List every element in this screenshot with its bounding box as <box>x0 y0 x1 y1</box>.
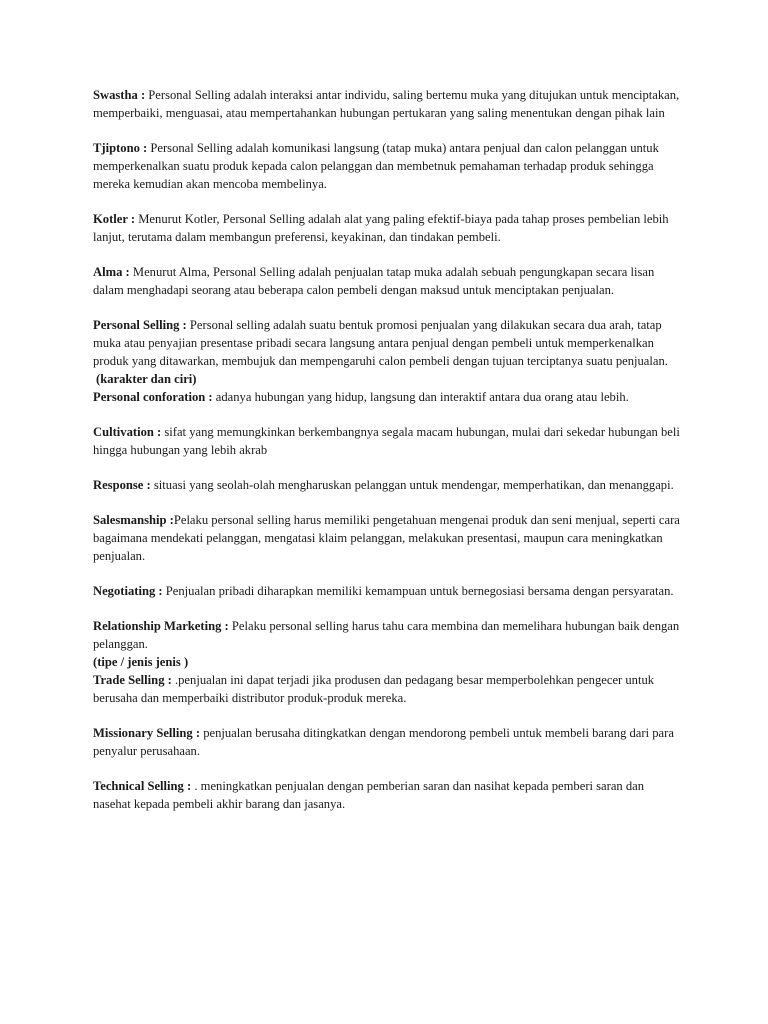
definition-text: . meningkatkan penjualan dengan pemberian saran dan nasihat kepada pemberi saran dan nasehat kepada pembeli akhir barang dan jasanya. <box>93 779 645 811</box>
definition-term: Salesmanship : <box>93 513 174 527</box>
definition-term: Response : <box>93 478 154 492</box>
definition-paragraph <box>93 582 683 600</box>
definition-paragraph <box>93 263 683 299</box>
definition-text: sifat yang memungkinkan berkembangnya segala macam hubungan, mulai dari sekedar hubungan beli hingga hubungan yang lebih akrab <box>93 425 680 457</box>
definition-term: Kotler : <box>93 212 139 226</box>
definition-text: situasi yang seolah-olah mengharuskan pelanggan untuk mendengar, memperhatikan, dan menanggapi. <box>153 478 674 492</box>
definition-paragraph <box>93 210 683 246</box>
definition-term: Technical Selling : <box>93 779 195 793</box>
definition-text: adanya hubungan yang hidup, langsung dan interaktif antara dua orang atau lebih. <box>215 390 629 404</box>
definition-term: Swastha : <box>93 88 149 102</box>
definition-text: Personal Selling adalah interaksi antar individu, saling bertemu muka yang ditujukan untuk menciptakan, memperbaiki, menguasai, atau mempertahankan hubungan pertukaran yang saling menentukan dengan pihak lain <box>93 88 680 120</box>
definition-text: Menurut Kotler, Personal Selling adalah alat yang paling efektif-biaya pada tahap proses pembelian lebih lanjut, terutama dalam membangun preferensi, keyakinan, dan tindakan pembeli. <box>93 212 669 244</box>
definition-paragraph <box>93 476 683 494</box>
definition-term: Negotiating : <box>93 584 166 598</box>
definition-paragraph <box>93 423 683 459</box>
definition-paragraph <box>93 86 683 122</box>
definition-term: Personal Selling : <box>93 318 190 332</box>
definition-term: Tjiptono : <box>93 141 151 155</box>
definition-text: Pelaku personal selling harus memiliki pengetahuan mengenai produk dan seni menjual, seperti cara bagaimana mendekati pelanggan, mengatasi klaim pelanggan, melakukan presentasi, maupun cara meningkatkan penjualan. <box>93 513 680 563</box>
definition-text: Personal selling adalah suatu bentuk promosi penjualan yang dilakukan secara dua arah, tatap muka atau penyajian presentase pribadi secara langsung antara penjual dengan pembeli untuk memperkenalkan produk yang ditawarkan, membujuk dan mempengaruhi calon pembeli dengan tujuan terciptanya suatu penjualan. <box>93 318 668 368</box>
definition-term: Cultivation : <box>93 425 165 439</box>
definition-term: Personal conforation : <box>93 390 216 404</box>
definition-paragraph <box>93 139 683 193</box>
definition-term: Trade Selling : <box>93 673 175 687</box>
definition-paragraph <box>93 777 683 813</box>
section-heading: (tipe / jenis jenis ) <box>93 655 189 669</box>
definition-term: Relationship Marketing : <box>93 619 232 633</box>
definition-term: Alma : <box>93 265 133 279</box>
definition-text: .penjualan ini dapat terjadi jika produsen dan pedagang besar memperbolehkan pengecer untuk berusaha dan memperbaiki distributor produk-produk mereka. <box>93 673 655 705</box>
definition-paragraph <box>93 724 683 760</box>
definition-paragraph <box>93 316 683 370</box>
document-page <box>93 86 683 830</box>
definition-text: Menurut Alma, Personal Selling adalah penjualan tatap muka adalah sebuah pengungkapan secara lisan dalam menghadapi seorang atau beberapa calon pembeli dengan maksud untuk menciptakan penjualan. <box>93 265 655 297</box>
definition-term: Missionary Selling : <box>93 726 204 740</box>
definition-text: Personal Selling adalah komunikasi langsung (tatap muka) antara penjual dan calon pelanggan untuk memperkenalkan suatu produk kepada calon pelanggan dan membetnuk pemahaman terhadap produk sehingga mereka kemudian akan mencoba membelinya. <box>93 141 659 191</box>
definition-paragraph <box>93 617 683 653</box>
definition-paragraph <box>93 511 683 565</box>
definition-text: Penjualan pribadi diharapkan memiliki kemampuan untuk bernegosiasi bersama dengan persyaratan. <box>165 584 674 598</box>
definition-text: penjualan berusaha ditingkatkan dengan mendorong pembeli untuk membeli barang dari para penyalur perusahaan. <box>93 726 674 758</box>
section-heading: (karakter dan ciri) <box>96 372 197 386</box>
definition-text: Pelaku personal selling harus tahu cara membina dan memelihara hubungan baik dengan pelanggan. <box>93 619 680 651</box>
definition-paragraph <box>93 671 683 707</box>
definition-paragraph <box>93 388 683 406</box>
